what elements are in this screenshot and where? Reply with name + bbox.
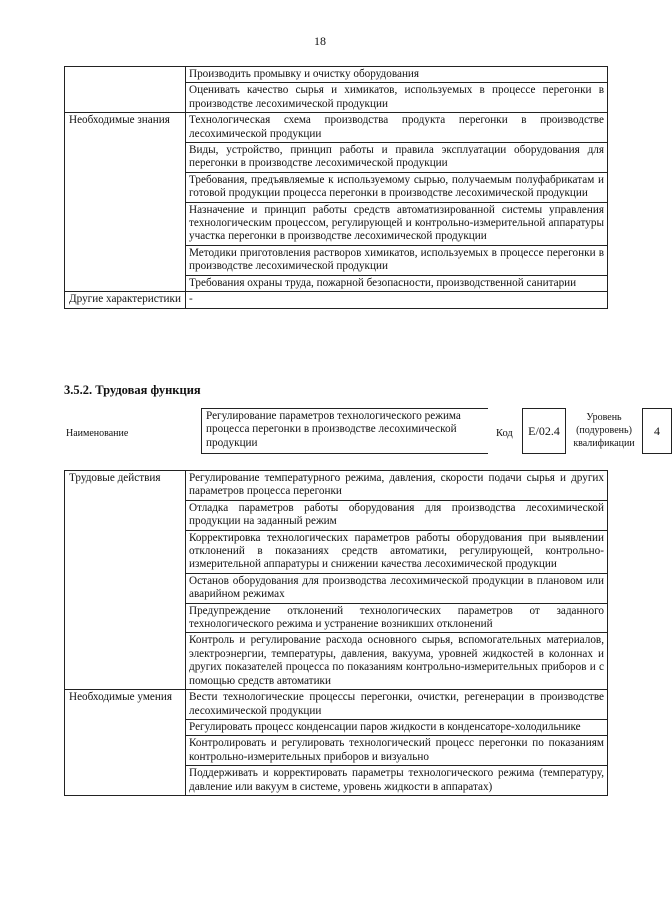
row-text: Виды, устройство, принцип работы и правила эксплуатации оборудования для перегонки в производстве лесохимической продукции (186, 143, 608, 173)
section-heading: 3.5.2. Трудовая функция (64, 383, 201, 397)
function-header (64, 408, 660, 456)
row-text: - (186, 292, 608, 308)
table-row (65, 113, 608, 143)
row-text: Вести технологические процессы перегонки, очистки, регенерации в производстве лесохимической продукции (186, 690, 608, 720)
row-text: Требования охраны труда, пожарной безопасности, производственной санитарии (186, 275, 608, 291)
table-row (65, 67, 608, 83)
name-label: Наименование (66, 428, 129, 439)
row-label-skills: Необходимые умения (65, 690, 186, 796)
qualification-level: 4 (642, 408, 672, 454)
function-name: Регулирование параметров технологического режима процесса перегонки в производстве лесохимической продукции (201, 408, 488, 454)
row-text: Предупреждение отклонений технологических параметров от заданного технологического режима и устранение возникших отклонений (186, 603, 608, 633)
row-text: Методики приготовления растворов химикатов, используемых в процессе перегонки в производстве лесохимической продукции (186, 245, 608, 275)
row-text: Регулировать процесс конденсации паров жидкости в конденсаторе-холодильнике (186, 719, 608, 735)
page-number: 18 (314, 34, 326, 48)
row-text: Технологическая схема производства продукта перегонки в производстве лесохимической продукции (186, 113, 608, 143)
table-row (65, 690, 608, 720)
row-label (65, 67, 186, 113)
row-label-actions: Трудовые действия (65, 471, 186, 690)
code-label: Код (496, 428, 513, 439)
row-text: Контроль и регулирование расхода основного сырья, вспомогательных материалов, электроэнергии, температуры, давления, вакуума, уровней жидкостей в колоннах и других показателей процесса по показаниям контрольно-измерительных приборов и с помощью средств автоматики (186, 633, 608, 690)
competency-table-bottom (64, 470, 608, 796)
row-text: Оценивать качество сырья и химикатов, используемых в процессе перегонки в производстве лесохимической продукции (186, 83, 608, 113)
row-label-other: Другие характеристики (65, 292, 186, 308)
row-text: Регулирование температурного режима, давления, скорости подачи сырья и других параметров процесса перегонки (186, 471, 608, 501)
row-text: Требования, предъявляемые к используемому сырью, получаемым полуфабрикатам и готовой продукции процесса перегонки в производстве лесохимической продукции (186, 172, 608, 202)
row-text: Корректировка технологических параметров работы оборудования при выявлении отклонений в показаниях средств автоматики, регулирующей, контрольно-измерительной аппаратуры и снижении качества лесохимической продукции (186, 530, 608, 573)
row-text: Останов оборудования для производства лесохимической продукции в плановом или аварийном режимах (186, 573, 608, 603)
row-text: Поддерживать и корректировать параметры технологического режима (температуру, давление или вакуум в системе, уровень жидкости в аппаратах) (186, 766, 608, 796)
level-label: Уровень (подуровень) квалификации (573, 412, 635, 449)
function-code: E/02.4 (522, 408, 566, 454)
row-label-knowledge: Необходимые знания (65, 113, 186, 292)
table-row (65, 471, 608, 501)
row-text: Назначение и принцип работы средств автоматизированной системы управления технологическим процессом, регулирующей и контрольно-измерительной аппаратуры участка перегонки в производстве лесохимической продукции (186, 202, 608, 245)
table-row (65, 292, 608, 308)
row-text: Контролировать и регулировать технологический процесс перегонки по показаниям контрольно-измерительных приборов и визуально (186, 736, 608, 766)
competency-table-top (64, 66, 608, 309)
row-text: Отладка параметров работы оборудования для производства лесохимической продукции на заданный режим (186, 500, 608, 530)
row-text: Производить промывку и очистку оборудования (186, 67, 608, 83)
